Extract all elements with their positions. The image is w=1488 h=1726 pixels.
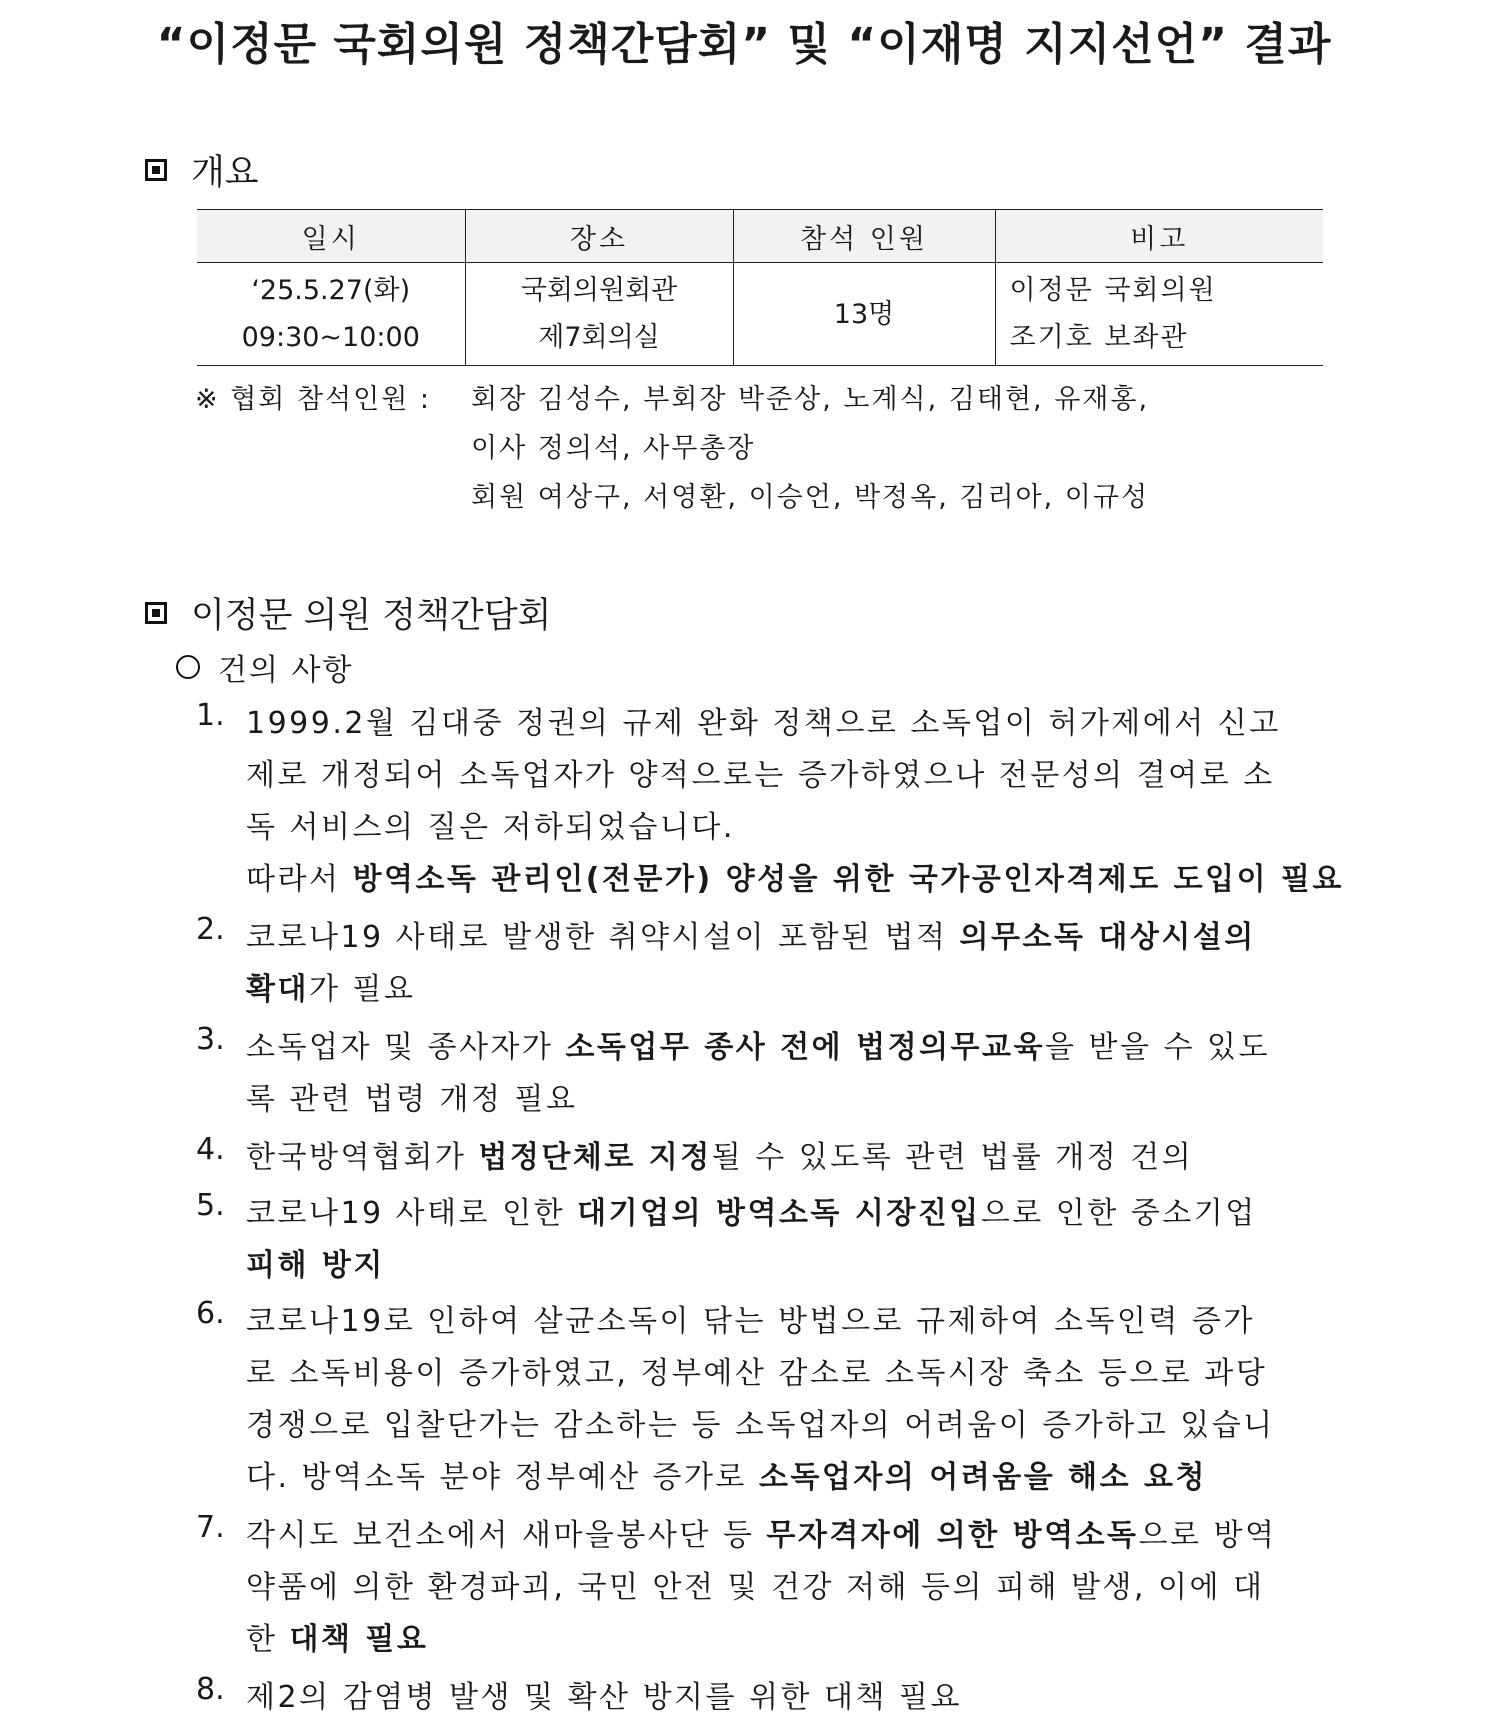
- attendee-note-line1: 회장 김성수, 부회장 박준상, 노계식, 김태현, 유재홍,: [471, 384, 1150, 415]
- emphasis-text: 소독업무 종사 전에 법정의무교육: [565, 1030, 1045, 1065]
- list-item-line: [246, 750, 1346, 802]
- plain-text: 경쟁으로 입찰단가는 감소하는 등 소독업자의 어려움이 증가하고 있습니: [246, 1408, 1275, 1443]
- list-item-text: [246, 1188, 1346, 1292]
- list-item-line: [246, 1510, 1346, 1562]
- plain-text: 록 관련 법령 개정 필요: [246, 1082, 578, 1117]
- table-row: [197, 263, 1323, 366]
- plain-text: 다. 방역소독 분야 정부예산 증가로: [246, 1460, 759, 1495]
- list-item-line: [246, 1614, 1346, 1666]
- plain-text: 으로 인한 중소기업: [980, 1196, 1257, 1231]
- plain-text: 될 수 있도록 관련 법률 개정 건의: [711, 1140, 1194, 1175]
- emphasis-text: 무자격자에 의한 방역소독: [766, 1518, 1139, 1553]
- suggestion-list: [196, 698, 1346, 1724]
- cell-place: [465, 263, 733, 366]
- list-item-number: 2.: [196, 912, 225, 947]
- header-attendees: 참석 인원: [733, 210, 995, 263]
- list-item: [196, 1510, 1346, 1666]
- list-item-line: [246, 698, 1346, 750]
- list-item-number: 7.: [196, 1510, 225, 1545]
- policy-heading: [145, 588, 551, 638]
- table-header-row: [197, 210, 1323, 263]
- time-text: 09:30~10:00: [241, 322, 420, 353]
- attendee-note-line3: 회원 여상구, 서영환, 이승언, 박정옥, 김리아, 이규성: [471, 482, 1150, 513]
- emphasis-text: 대기업의 방역소독 시장진입: [577, 1196, 981, 1231]
- plain-text: 로 소독비용이 증가하였고, 정부예산 감소로 소독시장 축소 등으로 과당: [246, 1356, 1268, 1391]
- list-item-line: [246, 1296, 1346, 1348]
- place-building: 국회의원회관: [520, 275, 678, 306]
- plain-text: 한국방역협회가: [246, 1140, 479, 1175]
- list-item-line: [246, 1400, 1346, 1452]
- list-item-number: 4.: [196, 1132, 225, 1167]
- attendee-note-label: ※ 협회 참석인원 :: [195, 384, 431, 415]
- cell-attendees: 13명: [733, 263, 995, 366]
- list-item-text: [246, 912, 1346, 1016]
- plain-text: 따라서: [246, 862, 353, 897]
- remarks-line2: 조기호 보좌관: [1009, 322, 1189, 353]
- circle-bullet-icon: [176, 655, 200, 679]
- plain-text: 으로 방역: [1138, 1518, 1277, 1553]
- list-item-text: [246, 1296, 1346, 1504]
- list-item: [196, 1022, 1346, 1126]
- list-item: [196, 1188, 1346, 1292]
- list-item-text: [246, 1132, 1346, 1184]
- emphasis-text: 대책 필요: [289, 1622, 429, 1657]
- plain-text: 코로나19 사태로 인한: [246, 1196, 578, 1231]
- attendee-note: [195, 375, 1149, 522]
- list-item-text: [246, 1672, 1346, 1724]
- list-item-line: [246, 854, 1346, 906]
- plain-text: 독 서비스의 질은 저하되었습니다.: [246, 810, 735, 845]
- emphasis-text: 의무소독 대상시설의: [959, 920, 1256, 955]
- list-item-line: [246, 1022, 1346, 1074]
- list-item: [196, 1296, 1346, 1504]
- list-item-text: [246, 1510, 1346, 1666]
- list-item-line: [246, 802, 1346, 854]
- plain-text: 제로 개정되어 소독업자가 양적으로는 증가하였으나 전문성의 결여로 소: [246, 758, 1275, 793]
- cell-remarks: [995, 263, 1323, 366]
- list-item: [196, 1672, 1346, 1724]
- emphasis-text: 피해 방지: [246, 1248, 385, 1283]
- plain-text: 소독업자 및 종사자가: [246, 1030, 566, 1065]
- emphasis-text: 확대: [246, 972, 309, 1007]
- plain-text: 코로나19로 인하여 살균소독이 닦는 방법으로 규제하여 소독인력 증가: [246, 1304, 1255, 1339]
- list-item-line: [246, 1452, 1346, 1504]
- suggestions-subheading-text: 건의 사항: [218, 653, 354, 688]
- list-item-number: 3.: [196, 1022, 225, 1057]
- remarks-line1: 이정문 국회의원: [1009, 275, 1217, 306]
- list-item-line: [246, 1672, 1346, 1724]
- emphasis-text: 소독업자의 어려움을 해소 요청: [758, 1460, 1208, 1495]
- list-item: [196, 1132, 1346, 1184]
- plain-text: 코로나19 사태로 발생한 취약시설이 포함된 법적: [246, 920, 960, 955]
- plain-text: 각시도 보건소에서 새마을봉사단 등: [246, 1518, 767, 1553]
- list-item-number: 6.: [196, 1296, 225, 1331]
- filled-square-icon: [145, 602, 167, 624]
- list-item-number: 8.: [196, 1672, 225, 1707]
- list-item-text: [246, 698, 1346, 906]
- plain-text: 약품에 의한 환경파괴, 국민 안전 및 건강 저해 등의 피해 발생, 이에 대: [246, 1570, 1265, 1605]
- list-item-line: [246, 1348, 1346, 1400]
- plain-text: 가 필요: [308, 972, 416, 1007]
- list-item-line: [246, 1562, 1346, 1614]
- header-datetime: 일시: [197, 210, 465, 263]
- overview-table: [197, 209, 1323, 366]
- header-place: 장소: [465, 210, 733, 263]
- list-item-line: [246, 1074, 1346, 1126]
- list-item-line: [246, 1188, 1346, 1240]
- policy-heading-text: 이정문 의원 정책간담회: [191, 596, 552, 636]
- overview-heading-text: 개요: [191, 153, 259, 193]
- attendee-note-line2: 이사 정의석, 사무총장: [471, 433, 756, 464]
- list-item-line: [246, 964, 1346, 1016]
- list-item-text: [246, 1022, 1346, 1126]
- list-item: [196, 912, 1346, 1016]
- plain-text: 을 받을 수 있도: [1045, 1030, 1270, 1065]
- plain-text: 제2의 감염병 발생 및 확산 방지를 위한 대책 필요: [246, 1680, 962, 1715]
- list-item-line: [246, 1132, 1346, 1184]
- suggestions-subheading: [176, 645, 353, 689]
- emphasis-text: 법정단체로 지정: [478, 1140, 712, 1175]
- emphasis-text: 방역소독 관리인(전문가) 양성을 위한 국가공인자격제도 도입이 필요: [352, 862, 1345, 897]
- filled-square-icon: [145, 159, 167, 181]
- header-remarks: 비고: [995, 210, 1323, 263]
- page-title: “이정문 국회의원 정책간담회” 및 “이재명 지지선언” 결과: [156, 19, 1332, 70]
- list-item-number: 1.: [196, 698, 225, 733]
- list-item-line: [246, 912, 1346, 964]
- list-item-number: 5.: [196, 1188, 225, 1223]
- list-item: [196, 698, 1346, 906]
- list-item-line: [246, 1240, 1346, 1292]
- plain-text: 1999.2월 김대중 정권의 규제 완화 정책으로 소독업이 허가제에서 신고: [246, 706, 1281, 741]
- place-room: 제7회의실: [538, 322, 660, 353]
- overview-heading: [145, 145, 259, 195]
- cell-datetime: [197, 263, 465, 366]
- plain-text: 한: [246, 1622, 290, 1657]
- date-text: ‘25.5.27(화): [251, 275, 411, 306]
